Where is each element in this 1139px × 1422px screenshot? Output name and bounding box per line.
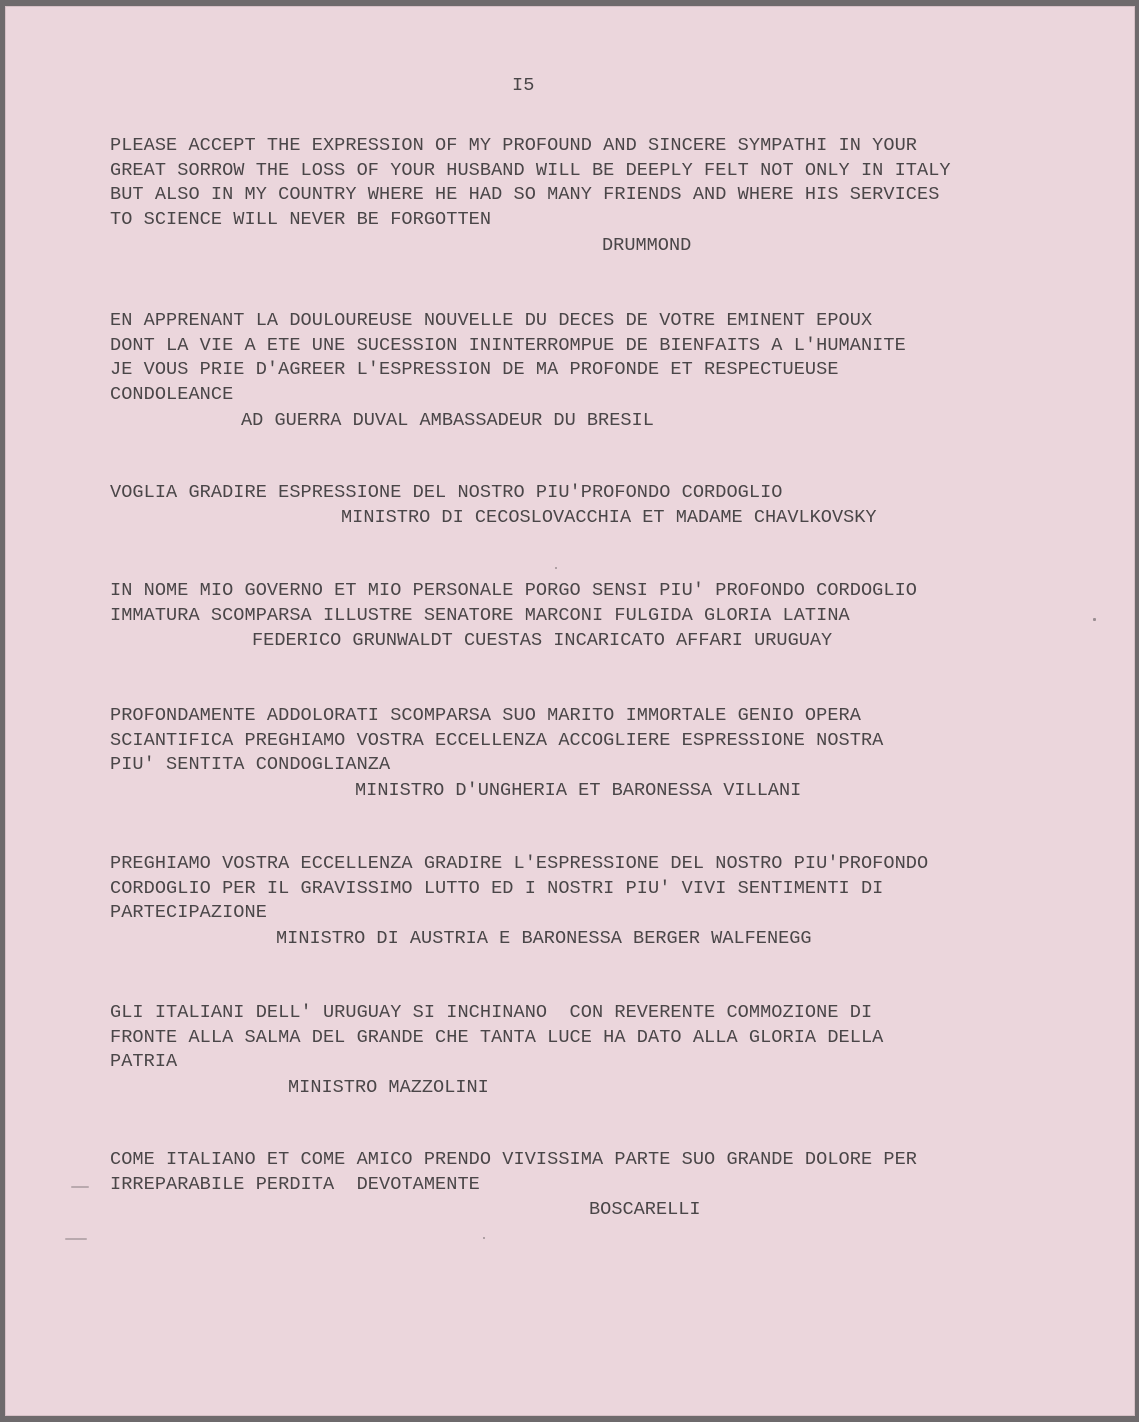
message-signature-uruguay-cuestas: FEDERICO GRUNWALDT CUESTAS INCARICATO AFFARI URUGUAY: [252, 630, 833, 651]
paper-speck: [71, 1186, 89, 1188]
document-page: [5, 6, 1135, 1416]
message-body-mazzolini: GLI ITALIANI DELL' URUGUAY SI INCHINANO CON REVERENTE COMMOZIONE DI FRONTE ALLA SALMA DEL GRANDE CHE TANTA LUCE HA DATO ALLA GLORIA DELLA PATRIA: [110, 1002, 884, 1072]
message-body-austria: PREGHIAMO VOSTRA ECCELLENZA GRADIRE L'ESPRESSIONE DEL NOSTRO PIU'PROFONDO CORDOGLIO PER IL GRAVISSIMO LUTTO ED I NOSTRI PIU' VIVI SENTIMENTI DI PARTECIPAZIONE: [110, 853, 929, 923]
message-body-guerra-duval: EN APPRENANT LA DOULOUREUSE NOUVELLE DU DECES DE VOTRE EMINENT EPOUX DONT LA VIE A ETE UNE SUCESSION ININTERROMPUE DE BIENFAITS A L'HUMANITE JE VOUS PRIE D'AGREER L'ESPRESSION DE MA PROFONDE ET RESPECTUEUSE CONDOLEANCE: [110, 310, 906, 405]
message-signature-ungheria: MINISTRO D'UNGHERIA ET BARONESSA VILLANI: [355, 780, 802, 801]
message-signature-guerra-duval: AD GUERRA DUVAL AMBASSADEUR DU BRESIL: [241, 410, 654, 431]
message-signature-austria: MINISTRO DI AUSTRIA E BARONESSA BERGER WALFENEGG: [276, 928, 812, 949]
message-body-ungheria: PROFONDAMENTE ADDOLORATI SCOMPARSA SUO MARITO IMMORTALE GENIO OPERA SCIANTIFICA PREGHIAMO VOSTRA ECCELLENZA ACCOGLIERE ESPRESSIONE NOSTRA PIU' SENTITA CONDOGLIANZA: [110, 705, 884, 775]
paper-speck: [1093, 618, 1096, 621]
message-signature-cecoslovacchia: MINISTRO DI CECOSLOVACCHIA ET MADAME CHAVLKOVSKY: [341, 507, 877, 528]
message-body-uruguay-cuestas: IN NOME MIO GOVERNO ET MIO PERSONALE PORGO SENSI PIU' PROFONDO CORDOGLIO IMMATURA SCOMPARSA ILLUSTRE SENATORE MARCONI FULGIDA GLORIA LATINA: [110, 580, 917, 626]
paper-speck: [65, 1238, 87, 1240]
message-body-boscarelli: COME ITALIANO ET COME AMICO PRENDO VIVISSIMA PARTE SUO GRANDE DOLORE PER IRREPARABILE PERDITA DEVOTAMENTE: [110, 1149, 917, 1195]
message-body-cecoslovacchia: VOGLIA GRADIRE ESPRESSIONE DEL NOSTRO PIU'PROFONDO CORDOGLIO: [110, 482, 783, 503]
page-number: I5: [512, 75, 535, 96]
message-signature-boscarelli: BOSCARELLI: [589, 1199, 701, 1220]
message-signature-mazzolini: MINISTRO MAZZOLINI: [288, 1077, 489, 1098]
paper-speck: [483, 1237, 485, 1239]
message-signature-drummond: DRUMMOND: [602, 235, 692, 256]
message-body-drummond: PLEASE ACCEPT THE EXPRESSION OF MY PROFOUND AND SINCERE SYMPATHI IN YOUR GREAT SORROW THE LOSS OF YOUR HUSBAND WILL BE DEEPLY FELT NOT ONLY IN ITALY BUT ALSO IN MY COUNTRY WHERE HE HAD SO MANY FRIENDS AND WHERE HIS SERVICES TO SCIENCE WILL NEVER BE FORGOTTEN: [110, 135, 951, 230]
paper-speck: [555, 567, 557, 569]
